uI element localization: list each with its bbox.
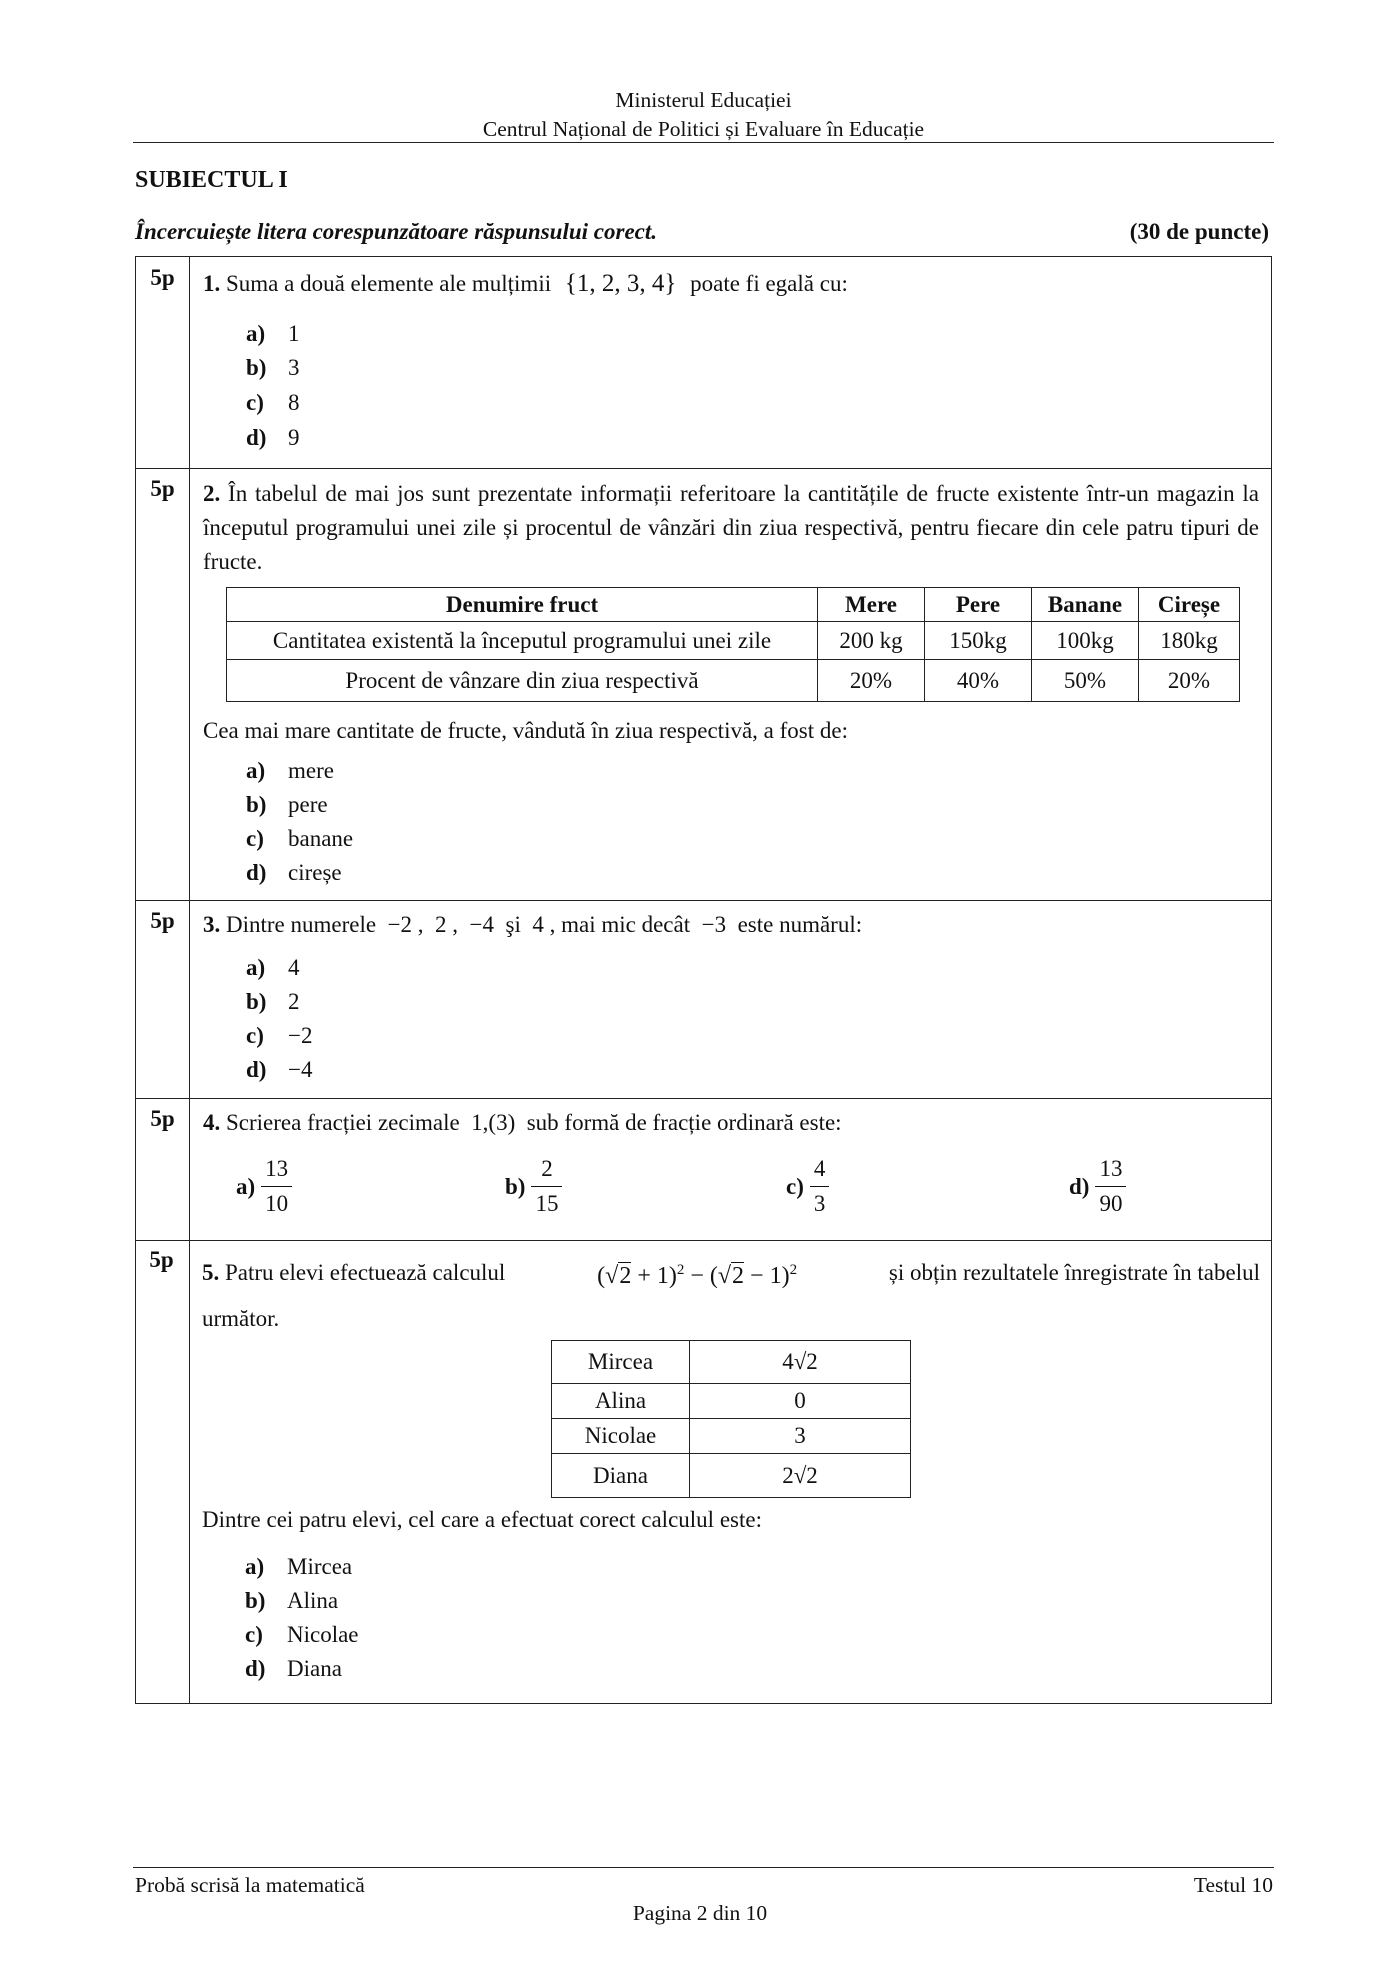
table-cell: 50% [1032, 660, 1139, 702]
option-b[interactable]: b) $\frac{2}{15}$ [505, 1152, 562, 1221]
question-5-prompt: Dintre cei patru elevi, cel care a efectuat corect calculul este: [202, 1507, 762, 1532]
question-2-prompt: Cea mai mare cantitate de fructe, vândută în ziua respectivă, a fost de: [203, 718, 848, 743]
option-d[interactable]: d) Diana [245, 1656, 342, 1681]
student-name: Alina [552, 1384, 690, 1419]
student-result: 2√2 [690, 1454, 911, 1498]
question-text: și obțin rezultatele înregistrate în tabelul [888, 1260, 1260, 1285]
subject-title: SUBIECTUL I [135, 167, 288, 193]
table-cell: Procent de vânzare din ziua respectivă [227, 660, 818, 702]
question-points: 5p [149, 1247, 174, 1272]
footer-exam-name: Probă scrisă la matematică [135, 1873, 365, 1897]
question-text: poate fi egală cu: [690, 271, 848, 296]
fraction: $\frac{13}{90}$ [1095, 1152, 1126, 1221]
results-table [551, 1340, 911, 1498]
option-c[interactable]: c) Nicolae [245, 1622, 359, 1647]
option-b[interactable]: b) pere [246, 792, 328, 817]
header-ministry: Ministerul Educației [615, 88, 792, 112]
question-text: Suma a două elemente ale mulțimii [226, 271, 552, 296]
student-name: Mircea [552, 1341, 690, 1384]
row-divider [136, 468, 1271, 469]
table-header-cell: Cireșe [1139, 588, 1240, 622]
option-b[interactable]: b) Alina [245, 1588, 339, 1613]
table-cell: 150kg [925, 622, 1032, 660]
question-text: Scrierea fracției zecimale 1,(3) sub formă de fracție ordinară este: [226, 1110, 842, 1135]
column-divider [189, 257, 190, 1703]
table-row [552, 1454, 911, 1498]
option-a[interactable]: a) $\frac{13}{10}$ [236, 1152, 292, 1221]
row-divider [136, 900, 1271, 901]
question-text: În tabelul de mai jos sunt prezentate informații referitoare la cantitățile de fructe existente într-un magazin la începutul programului unei zile și procentul de vânzări din ziua respectivă, pentru fiecare din cele patru tipuri de fructe. [203, 481, 1259, 574]
option-c[interactable]: c) $\frac{4}{3}$ [786, 1152, 829, 1221]
table-row [552, 1384, 911, 1419]
question-2-text [203, 477, 1259, 579]
header-rule [133, 142, 1274, 143]
fruit-table [226, 587, 1240, 702]
option-c[interactable]: c) banane [246, 826, 354, 851]
question-text: Patru elevi efectuează calculul [225, 1260, 506, 1285]
table-header-cell: Denumire fruct [227, 588, 818, 622]
question-number: 5. [202, 1260, 220, 1285]
question-1-text [203, 267, 1259, 301]
question-points: 5p [150, 265, 175, 290]
footer-rule [133, 1867, 1274, 1868]
question-number: 2. [203, 481, 221, 506]
student-result: 3 [690, 1419, 911, 1454]
table-cell: 20% [818, 660, 925, 702]
table-row [552, 1341, 911, 1384]
student-result: 0 [690, 1384, 911, 1419]
math-expression: $(√2 + 1)^2 - (√2 - 1)^2$ [597, 1262, 798, 1289]
student-result: 4√2 [690, 1341, 911, 1384]
table-header-cell: Mere [818, 588, 925, 622]
table-cell: 200 kg [818, 622, 925, 660]
table-header-cell: Pere [925, 588, 1032, 622]
table-row [227, 660, 1240, 702]
question-points: 5p [150, 1106, 175, 1131]
option-c[interactable]: c) −2 [246, 1023, 313, 1048]
option-b[interactable]: b) 2 [246, 989, 300, 1014]
table-cell: 40% [925, 660, 1032, 702]
set-notation: {1, 2, 3, 4} [564, 270, 677, 297]
table-cell: Cantitatea existentă la începutul programului unei zile [227, 622, 818, 660]
option-d[interactable]: d) cireșe [246, 860, 342, 885]
option-a[interactable]: a) Mircea [245, 1554, 353, 1579]
option-b[interactable]: b) 3 [246, 355, 300, 380]
option-c[interactable]: c) 8 [246, 390, 300, 415]
question-3-text [203, 908, 1259, 942]
question-points: 5p [150, 476, 175, 501]
table-cell: 20% [1139, 660, 1240, 702]
row-divider [136, 1240, 1271, 1241]
option-a[interactable]: a) 1 [246, 321, 300, 346]
header-center: Centrul Național de Politici și Evaluare în Educație [482, 117, 925, 141]
question-4-text [203, 1106, 1259, 1140]
question-number: 3. [203, 912, 221, 937]
question-number: 4. [203, 1110, 221, 1135]
total-points: (30 de puncte) [1129, 219, 1269, 244]
table-cell: 180kg [1139, 622, 1240, 660]
footer-test-number: Testul 10 [1193, 1873, 1273, 1897]
page-number: Pagina 2 din 10 [632, 1901, 768, 1925]
fraction: $\frac{4}{3}$ [810, 1152, 830, 1221]
table-row [552, 1419, 911, 1454]
option-d[interactable]: d) $\frac{13}{90}$ [1069, 1152, 1126, 1221]
question-text: următor. [202, 1306, 280, 1331]
table-header-row [227, 588, 1240, 622]
instruction-text: Încercuiește litera corespunzătoare răspunsului corect. [135, 219, 658, 244]
fraction: $\frac{2}{15}$ [531, 1152, 562, 1221]
row-divider [136, 1098, 1271, 1099]
fraction: $\frac{13}{10}$ [261, 1152, 292, 1221]
option-d[interactable]: d) 9 [246, 425, 300, 450]
question-points: 5p [150, 908, 175, 933]
table-row [227, 622, 1240, 660]
question-text: Dintre numerele −2 , 2 , −4 şi 4 , mai mic decât −3 este numărul: [226, 912, 863, 937]
table-header-cell: Banane [1032, 588, 1139, 622]
student-name: Nicolae [552, 1419, 690, 1454]
table-cell: 100kg [1032, 622, 1139, 660]
page-header [133, 86, 1274, 144]
student-name: Diana [552, 1454, 690, 1498]
question-5-text [202, 1250, 1260, 1296]
option-d[interactable]: d) −4 [246, 1057, 313, 1082]
option-a[interactable]: a) 4 [246, 955, 300, 980]
question-number: 1. [203, 271, 221, 296]
option-a[interactable]: a) mere [246, 758, 334, 783]
